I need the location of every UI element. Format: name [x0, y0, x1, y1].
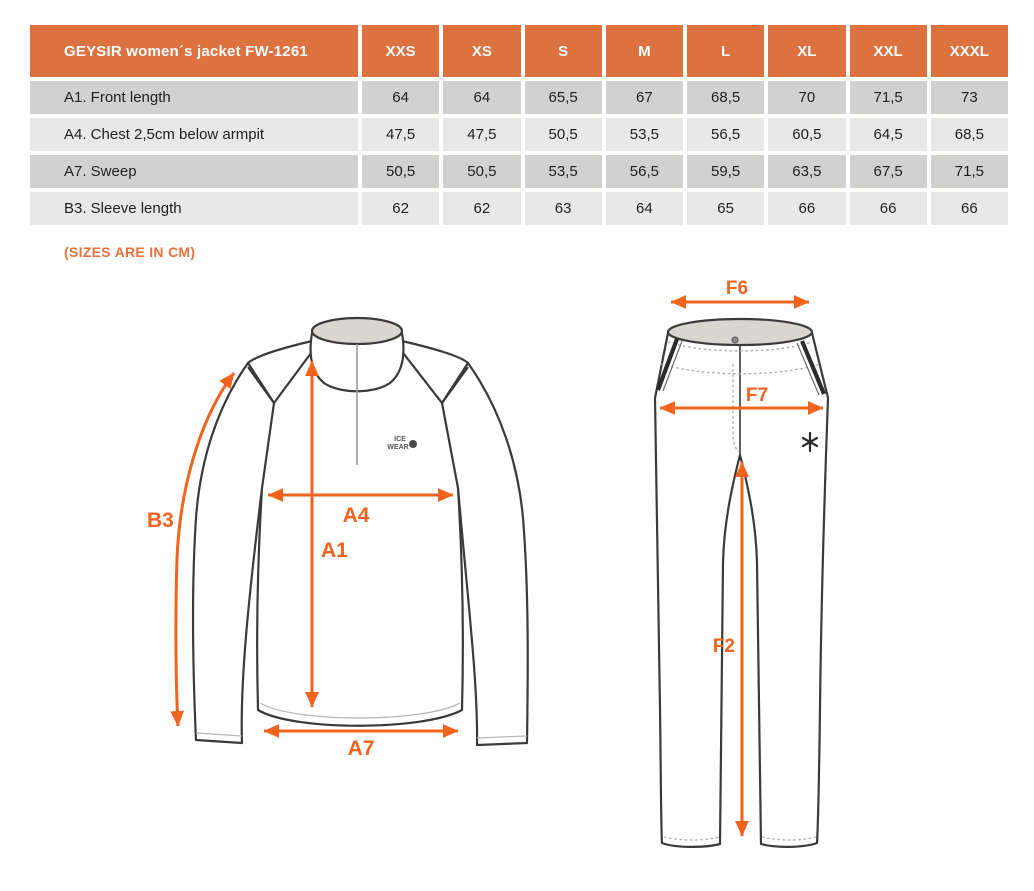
cell-sweep-xxl: 67,5 — [850, 155, 927, 188]
cell-chest-xs: 47,5 — [443, 118, 520, 151]
cell-front-length-xxxl: 73 — [931, 81, 1008, 114]
cell-front-length-xs: 64 — [443, 81, 520, 114]
header-xxl: XXL — [850, 25, 927, 77]
table-title: GEYSIR women´s jacket FW-1261 — [30, 25, 358, 77]
a4-label: A4 — [342, 504, 370, 527]
jacket-measurement-diagram — [128, 293, 578, 773]
cell-front-length-xl: 70 — [768, 81, 845, 114]
cell-sweep-l: 59,5 — [687, 155, 764, 188]
cell-front-length-l: 68,5 — [687, 81, 764, 114]
f7-label: F7 — [745, 385, 769, 406]
logo-text-line1: ICE — [394, 436, 406, 443]
cell-sleeve-l: 65 — [687, 192, 764, 225]
cell-sweep-xs: 50,5 — [443, 155, 520, 188]
cell-chest-l: 56,5 — [687, 118, 764, 151]
row-label-front-length: A1. Front length — [30, 81, 358, 114]
jacket-drawing — [193, 318, 528, 745]
size-table — [30, 25, 1008, 225]
cell-sweep-xl: 63,5 — [768, 155, 845, 188]
cell-sweep-xxs: 50,5 — [362, 155, 439, 188]
cell-front-length-xxs: 64 — [362, 81, 439, 114]
a1-label: A1 — [321, 539, 348, 562]
pants-waist-inside — [668, 319, 812, 345]
cell-sleeve-xxl: 66 — [850, 192, 927, 225]
cell-sweep-m: 56,5 — [606, 155, 683, 188]
cell-front-length-xxl: 71,5 — [850, 81, 927, 114]
cell-front-length-s: 65,5 — [525, 81, 602, 114]
pants-measurement-diagram — [635, 278, 905, 878]
header-xl: XL — [768, 25, 845, 77]
header-l: L — [687, 25, 764, 77]
cell-chest-s: 50,5 — [525, 118, 602, 151]
header-xs: XS — [443, 25, 520, 77]
logo-text-line2: WEAR — [387, 444, 409, 451]
header-s: S — [525, 25, 602, 77]
cell-sleeve-xxxl: 66 — [931, 192, 1008, 225]
cell-front-length-m: 67 — [606, 81, 683, 114]
header-xxs: XXS — [362, 25, 439, 77]
cell-sleeve-s: 63 — [525, 192, 602, 225]
jacket-torso — [248, 341, 468, 726]
logo-snowflake-icon — [409, 440, 417, 448]
sizes-in-cm-note: (SIZES ARE IN CM) — [64, 244, 196, 260]
header-xxxl: XXXL — [931, 25, 1008, 77]
waist-button — [732, 337, 738, 343]
cell-chest-xxxl: 68,5 — [931, 118, 1008, 151]
cell-chest-xxl: 64,5 — [850, 118, 927, 151]
f6-label: F6 — [725, 278, 749, 299]
cell-chest-m: 53,5 — [606, 118, 683, 151]
jacket-collar-inside — [312, 318, 402, 344]
a7-label: A7 — [347, 737, 375, 760]
row-label-sweep: A7. Sweep — [30, 155, 358, 188]
cell-sweep-s: 53,5 — [525, 155, 602, 188]
b3-label: B3 — [147, 509, 174, 532]
cell-sleeve-xl: 66 — [768, 192, 845, 225]
cell-sleeve-xs: 62 — [443, 192, 520, 225]
f2-label: F2 — [712, 636, 735, 657]
cell-chest-xxs: 47,5 — [362, 118, 439, 151]
header-m: M — [606, 25, 683, 77]
row-label-sleeve-length: B3. Sleeve length — [30, 192, 358, 225]
cell-sleeve-xxs: 62 — [362, 192, 439, 225]
cell-sleeve-m: 64 — [606, 192, 683, 225]
cell-chest-xl: 60,5 — [768, 118, 845, 151]
cell-sweep-xxxl: 71,5 — [931, 155, 1008, 188]
row-label-chest: A4. Chest 2,5cm below armpit — [30, 118, 358, 151]
